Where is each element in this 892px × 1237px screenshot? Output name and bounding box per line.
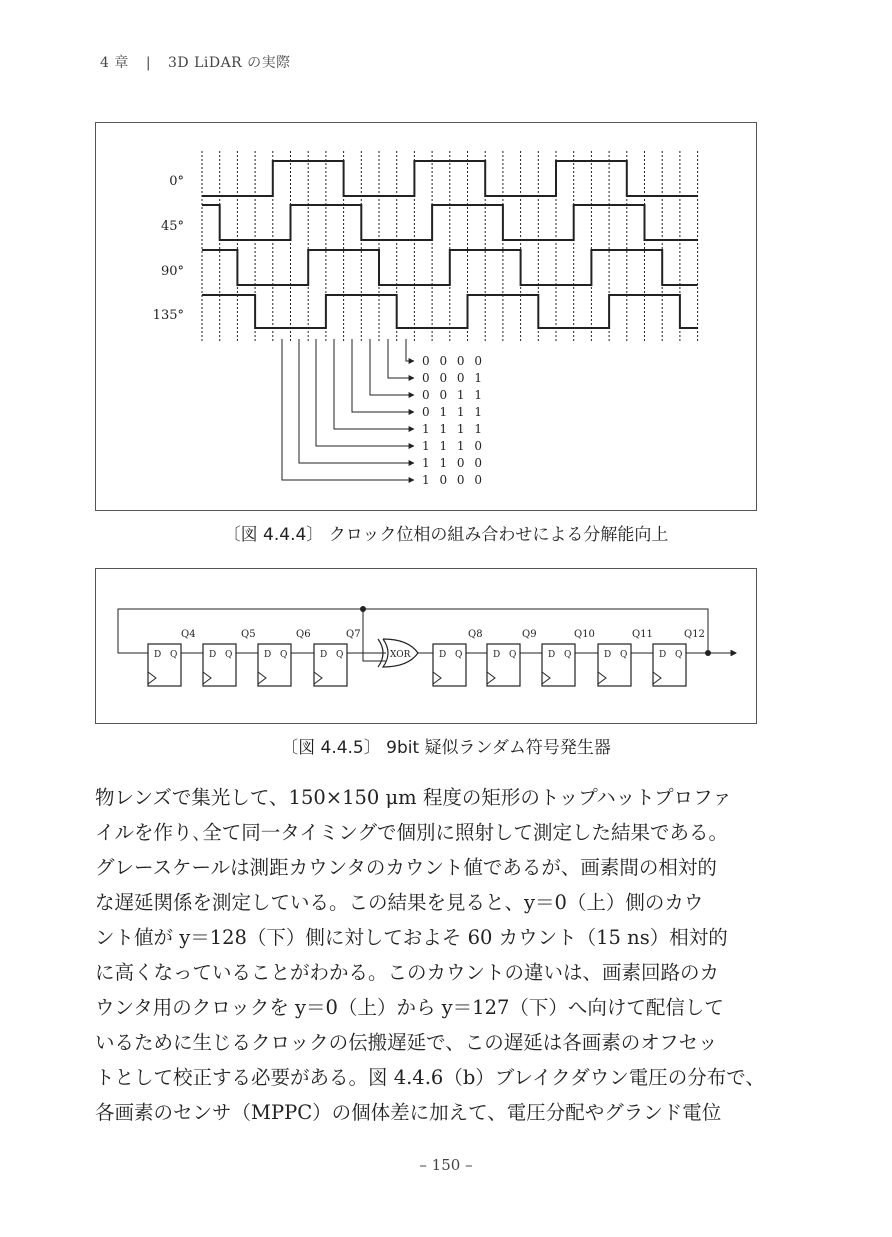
ff-d-label: D bbox=[154, 650, 162, 660]
q-label: Q12 bbox=[684, 629, 705, 640]
code-arrow bbox=[370, 339, 414, 395]
body-line: トとして校正する必要がある。図 4.4.6（b）ブレイクダウン電圧の分布で、 bbox=[95, 1066, 765, 1089]
phase-code: 0 1 1 1 bbox=[422, 405, 485, 419]
body-line: ント値が y＝128（下）側に対しておよそ 60 カウント（15 ns）相対的 bbox=[95, 926, 728, 949]
code-arrow bbox=[406, 339, 414, 361]
flip-flop bbox=[314, 644, 347, 686]
figure1-caption: 〔図 4.4.4〕 クロック位相の組み合わせによる分解能向上 bbox=[223, 525, 669, 545]
ff-d-label: D bbox=[439, 650, 447, 660]
code-arrow bbox=[388, 339, 414, 378]
body-line: な遅延関係を測定している。この結果を見ると、y＝0（上）側のカウ bbox=[95, 891, 704, 914]
phase-code: 0 0 0 0 bbox=[422, 354, 485, 368]
body-line: に高くなっていることがわかる。このカウントの違いは、画素回路のカ bbox=[95, 961, 720, 984]
phase-code: 1 1 1 1 bbox=[422, 422, 485, 436]
phase-label: 90° bbox=[160, 264, 184, 279]
ff-q-label: Q bbox=[564, 650, 572, 660]
ff-q-label: Q bbox=[280, 650, 288, 660]
xor-label: XOR bbox=[390, 650, 411, 660]
phase-label: 135° bbox=[152, 308, 184, 323]
flip-flop bbox=[148, 644, 181, 686]
phase-code: 1 1 0 0 bbox=[422, 456, 485, 470]
prbs-circuit bbox=[96, 569, 756, 723]
flip-flop bbox=[258, 644, 291, 686]
q-label: Q5 bbox=[241, 629, 256, 640]
chapter-title: 3D LiDAR の実際 bbox=[167, 55, 291, 71]
body-line: いるために生じるクロックの伝搬遅延で、この遅延は各画素のオフセッ bbox=[95, 1031, 718, 1054]
phase-code: 1 0 0 0 bbox=[422, 473, 485, 487]
body-line: グレースケールは測距カウンタのカウント値であるが、画素間の相対的 bbox=[95, 856, 717, 879]
ff-q-label: Q bbox=[455, 650, 463, 660]
clock-waveform-2 bbox=[202, 250, 698, 285]
flip-flop bbox=[653, 644, 686, 686]
phase-code: 0 0 0 1 bbox=[422, 371, 485, 385]
ff-q-label: Q bbox=[225, 650, 233, 660]
q-label: Q6 bbox=[296, 629, 311, 640]
q-label: Q8 bbox=[468, 629, 483, 640]
flip-flop bbox=[542, 644, 575, 686]
body-line: 各画素のセンサ（MPPC）の個体差に加えて、電圧分配やグランド電位 bbox=[95, 1101, 722, 1124]
ff-q-label: Q bbox=[509, 650, 517, 660]
body-line: イルを作り､全て同一タイミングで個別に照射して測定した結果である。 bbox=[95, 821, 728, 844]
ff-d-label: D bbox=[209, 650, 217, 660]
ff-q-label: Q bbox=[620, 650, 628, 660]
ff-d-label: D bbox=[548, 650, 556, 660]
junction-dot bbox=[705, 650, 711, 656]
q-label: Q4 bbox=[181, 629, 196, 640]
q-label: Q10 bbox=[574, 629, 595, 640]
ff-q-label: Q bbox=[336, 650, 344, 660]
phase-code: 0 0 1 1 bbox=[422, 388, 485, 402]
ff-d-label: D bbox=[659, 650, 667, 660]
flip-flop bbox=[598, 644, 631, 686]
figure-clock-phase bbox=[95, 122, 757, 511]
flip-flop bbox=[433, 644, 466, 686]
q-label: Q9 bbox=[522, 629, 537, 640]
phase-code: 1 1 1 0 bbox=[422, 439, 485, 453]
ff-d-label: D bbox=[604, 650, 612, 660]
ff-d-label: D bbox=[320, 650, 328, 660]
ff-q-label: Q bbox=[170, 650, 178, 660]
q-label: Q11 bbox=[632, 629, 653, 640]
phase-label: 45° bbox=[160, 219, 184, 234]
figure2-caption: 〔図 4.4.5〕 9bit 疑似ランダム符号発生器 bbox=[281, 738, 611, 758]
body-paragraph bbox=[95, 780, 795, 1130]
chapter-label: 4 章 bbox=[100, 55, 129, 71]
timing-diagram bbox=[96, 123, 756, 510]
code-arrow bbox=[352, 339, 414, 412]
junction-dot bbox=[360, 606, 366, 612]
body-line: ウンタ用のクロックを y＝0（上）から y＝127（下）へ向けて配信して bbox=[95, 996, 724, 1019]
body-line: 物レンズで集光して、150×150 μm 程度の矩形のトップハットプロファ bbox=[95, 786, 732, 809]
running-header bbox=[100, 52, 291, 72]
phase-label: 0° bbox=[169, 174, 184, 189]
ff-q-label: Q bbox=[675, 650, 683, 660]
q-label: Q7 bbox=[346, 629, 361, 640]
code-arrow bbox=[316, 339, 414, 446]
code-arrow bbox=[334, 339, 414, 429]
flip-flop bbox=[203, 644, 236, 686]
clock-waveform-1 bbox=[202, 205, 698, 240]
ff-d-label: D bbox=[264, 650, 272, 660]
flip-flop bbox=[487, 644, 520, 686]
code-arrow bbox=[282, 339, 414, 480]
page-number: – 150 – bbox=[419, 1156, 473, 1174]
ff-d-label: D bbox=[493, 650, 501, 660]
figure-prbs-generator bbox=[95, 568, 757, 724]
clock-waveform-0 bbox=[202, 161, 698, 196]
header-separator: | bbox=[145, 55, 152, 71]
